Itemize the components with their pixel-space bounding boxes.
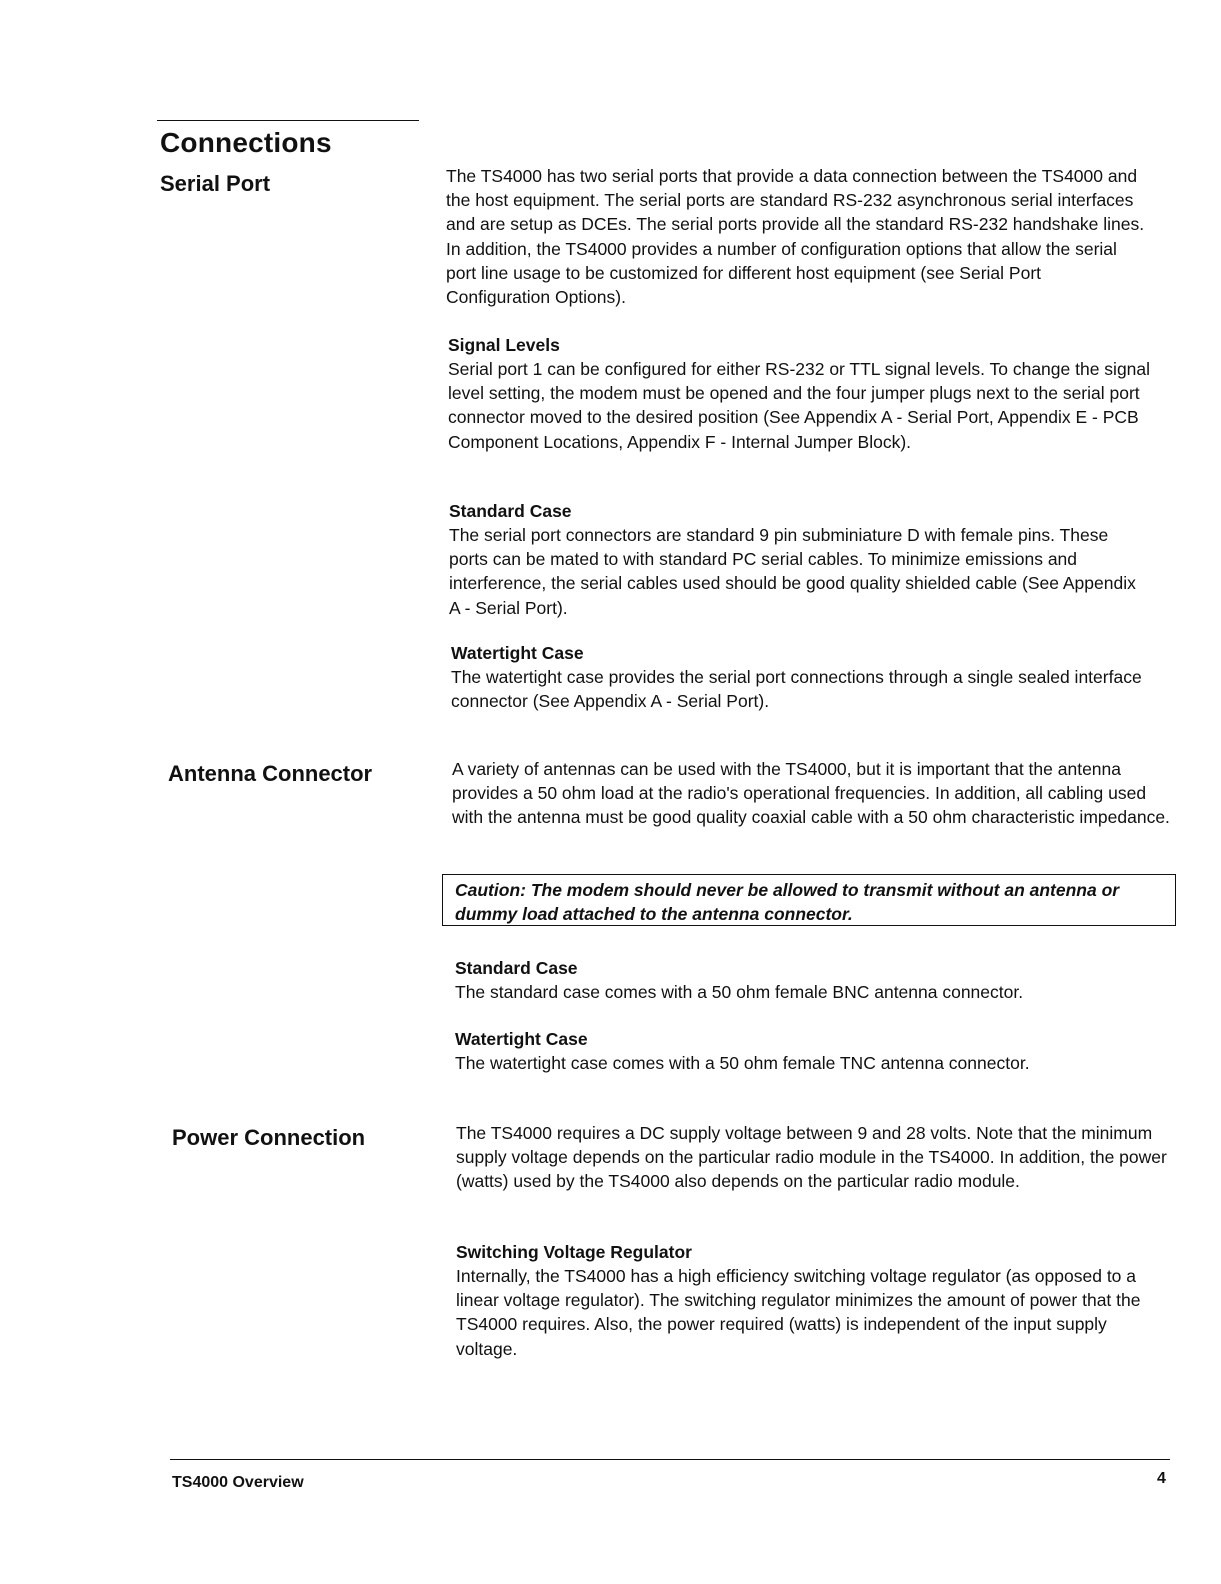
caution-box bbox=[442, 874, 1176, 926]
antenna-watertight-case-text: The watertight case comes with a 50 ohm female TNC antenna connector. bbox=[455, 1053, 1030, 1073]
antenna-connector-heading: Antenna Connector bbox=[168, 761, 373, 786]
antenna-standard-case-text: The standard case comes with a 50 ohm female BNC antenna connector. bbox=[455, 982, 1024, 1002]
serial-port-intro bbox=[446, 164, 1146, 309]
power-intro bbox=[456, 1121, 1168, 1194]
power-connection-heading: Power Connection bbox=[172, 1125, 366, 1150]
serial-standard-case-title: Standard Case bbox=[449, 501, 572, 521]
signal-levels-text: Serial port 1 can be configured for either RS-232 or TTL signal levels. To change the signal level setting, the modem must be opened and the four jumper plugs next to the serial port connector moved to the desired position (See Appendix A - Serial Port, Appendix E - PCB Component Locations, Appendix F - Internal Jumper Block). bbox=[448, 359, 1151, 452]
serial-standard-case-block bbox=[449, 499, 1149, 620]
footer-rule bbox=[170, 1459, 1170, 1460]
signal-levels-block bbox=[448, 333, 1160, 454]
caution-text: Caution: The modem should never be allowed to transmit without an antenna or dummy load attached to the antenna connector. bbox=[455, 880, 1120, 924]
antenna-watertight-case-title: Watertight Case bbox=[455, 1029, 588, 1049]
header-rule bbox=[157, 120, 419, 121]
serial-watertight-case-block bbox=[451, 641, 1163, 713]
serial-port-intro-text: The TS4000 has two serial ports that provide a data connection between the TS4000 and the host equipment. The serial ports are standard RS-232 asynchronous serial interfaces and are setup as DCEs. The serial ports provide all the standard RS-232 handshake lines. In addition, the TS4000 provides a number of configuration options that allow the serial port line usage to be customized for different host equipment (see Serial Port Configuration Options). bbox=[446, 166, 1145, 308]
section-title: Connections bbox=[160, 127, 332, 158]
footer-title: TS4000 Overview bbox=[172, 1474, 304, 1491]
antenna-intro-text: A variety of antennas can be used with the TS4000, but it is important that the antenna provides a 50 ohm load at the radio's operational frequencies. In addition, all cabling used with the antenna must be good quality coaxial cable with a 50 ohm characteristic impedance. bbox=[452, 759, 1170, 828]
antenna-standard-case-block bbox=[455, 956, 1155, 1004]
switching-regulator-title: Switching Voltage Regulator bbox=[456, 1242, 692, 1262]
serial-standard-case-text: The serial port connectors are standard 9 pin subminiature D with female pins. These ports can be mated to with standard PC serial cables. To minimize emissions and interference, the serial cables used should be good quality shielded cable (See Appendix A - Serial Port). bbox=[449, 525, 1136, 618]
signal-levels-title: Signal Levels bbox=[448, 335, 560, 355]
antenna-standard-case-title: Standard Case bbox=[455, 958, 578, 978]
serial-watertight-case-title: Watertight Case bbox=[451, 643, 584, 663]
switching-regulator-text: Internally, the TS4000 has a high efficiency switching voltage regulator (as opposed to a linear voltage regulator). The switching regulator minimizes the amount of power that the TS4000 requires. Also, the power required (watts) is independent of the input supply voltage. bbox=[456, 1266, 1141, 1359]
antenna-intro bbox=[452, 757, 1172, 830]
antenna-watertight-case-block bbox=[455, 1027, 1155, 1075]
switching-regulator-block bbox=[456, 1240, 1156, 1361]
serial-port-heading: Serial Port bbox=[160, 171, 271, 196]
power-intro-text: The TS4000 requires a DC supply voltage between 9 and 28 volts. Note that the minimum supply voltage depends on the particular radio module in the TS4000. In addition, the power (watts) used by the TS4000 also depends on the particular radio module. bbox=[456, 1123, 1167, 1192]
serial-watertight-case-text: The watertight case provides the serial port connections through a single sealed interface connector (See Appendix A - Serial Port). bbox=[451, 667, 1142, 712]
page-number: 4 bbox=[1157, 1470, 1166, 1487]
